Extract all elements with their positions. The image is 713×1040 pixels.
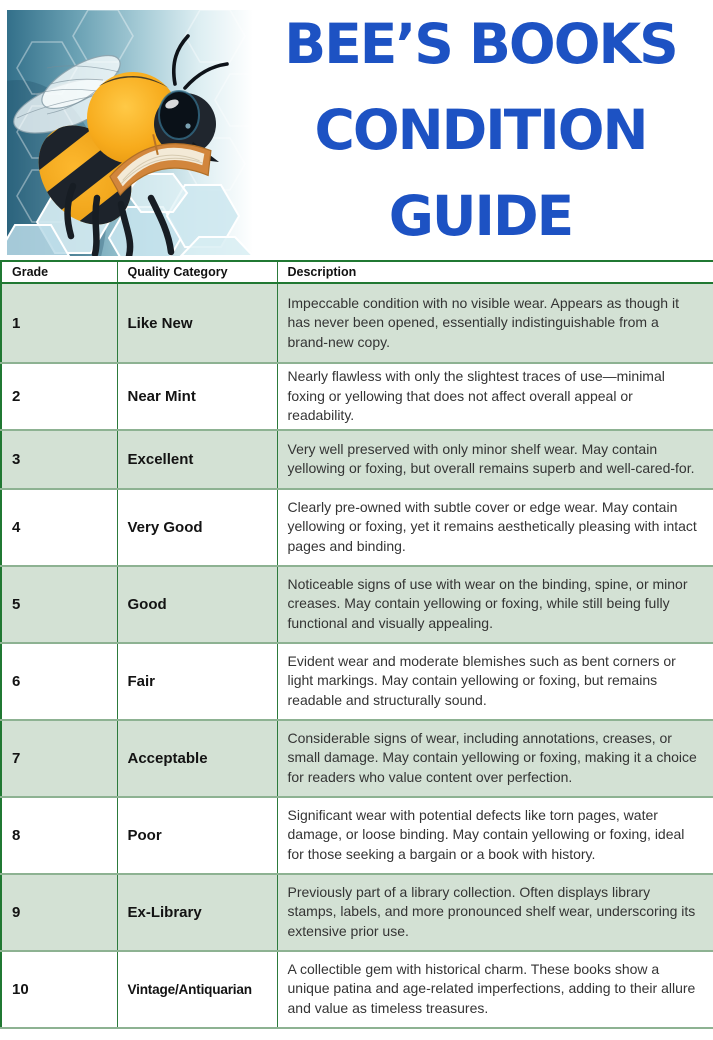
table-row [1, 430, 713, 489]
bee-logo-image [7, 10, 253, 256]
category-cell: Excellent [117, 430, 277, 489]
category-cell: Ex-Library [117, 874, 277, 951]
grade-cell: 4 [1, 489, 117, 566]
grade-cell: 7 [1, 720, 117, 797]
bee-reading-book-icon [7, 10, 253, 256]
description-cell: Noticeable signs of use with wear on the binding, spine, or minor creases. May contain yellowing or foxing, while still being fully functional and visually appealing. [277, 566, 713, 643]
page-title [248, 0, 713, 260]
category-cell: Poor [117, 797, 277, 874]
grade-cell: 8 [1, 797, 117, 874]
column-header-grade: Grade [1, 261, 117, 283]
grade-cell: 3 [1, 430, 117, 489]
table-row [1, 643, 713, 720]
description-cell: Very well preserved with only minor shelf wear. May contain yellowing or foxing, but overall remains superb and well-cared-for. [277, 430, 713, 489]
grade-cell: 6 [1, 643, 117, 720]
description-cell: Previously part of a library collection. Often displays library stamps, labels, and more pronounced shelf wear, underscoring its extensive prior use. [277, 874, 713, 951]
title-line-2: CONDITION [314, 98, 647, 162]
description-cell: Impeccable condition with no visible wear. Appears as though it has never been opened, essentially indistinguishable from a brand-new copy. [277, 283, 713, 363]
condition-table [0, 260, 713, 1029]
column-header-quality-category: Quality Category [117, 261, 277, 283]
header-row [1, 261, 713, 283]
description-cell: Evident wear and moderate blemishes such as bent corners or light markings. May contain yellowing or foxing, but remains readable and structurally sound. [277, 643, 713, 720]
condition-table-body [1, 283, 713, 1028]
table-row [1, 363, 713, 430]
grade-cell: 9 [1, 874, 117, 951]
table-row [1, 283, 713, 363]
header [0, 0, 713, 260]
category-cell: Vintage/Antiquarian [117, 951, 277, 1028]
category-cell: Acceptable [117, 720, 277, 797]
description-cell: Nearly flawless with only the slightest traces of use—minimal foxing or yellowing that does not affect overall appeal or readability. [277, 363, 713, 430]
table-header [1, 261, 713, 283]
table-row [1, 566, 713, 643]
grade-cell: 10 [1, 951, 117, 1028]
category-cell: Near Mint [117, 363, 277, 430]
category-cell: Like New [117, 283, 277, 363]
table-row [1, 874, 713, 951]
table-row [1, 720, 713, 797]
grade-cell: 2 [1, 363, 117, 430]
description-cell: Considerable signs of wear, including annotations, creases, or small damage. May contain yellowing or foxing, making it a choice for readers who value content over perfection. [277, 720, 713, 797]
description-cell: A collectible gem with historical charm. These books show a unique patina and age-related imperfections, adding to their allure and value as timeless treasures. [277, 951, 713, 1028]
column-header-description: Description [277, 261, 713, 283]
description-cell: Clearly pre-owned with subtle cover or edge wear. May contain yellowing or foxing, yet it remains aesthetically pleasing with intact pages and binding. [277, 489, 713, 566]
title-line-3: GUIDE [388, 184, 573, 248]
category-cell: Fair [117, 643, 277, 720]
grade-cell: 5 [1, 566, 117, 643]
table-row [1, 797, 713, 874]
grade-cell: 1 [1, 283, 117, 363]
category-cell: Very Good [117, 489, 277, 566]
category-cell: Good [117, 566, 277, 643]
table-row [1, 951, 713, 1028]
description-cell: Significant wear with potential defects like torn pages, water damage, or loose binding. May contain yellowing or foxing, ideal for those seeking a bargain or a book with history. [277, 797, 713, 874]
table-row [1, 489, 713, 566]
title-line-1: BEE’S BOOKS [284, 12, 677, 76]
